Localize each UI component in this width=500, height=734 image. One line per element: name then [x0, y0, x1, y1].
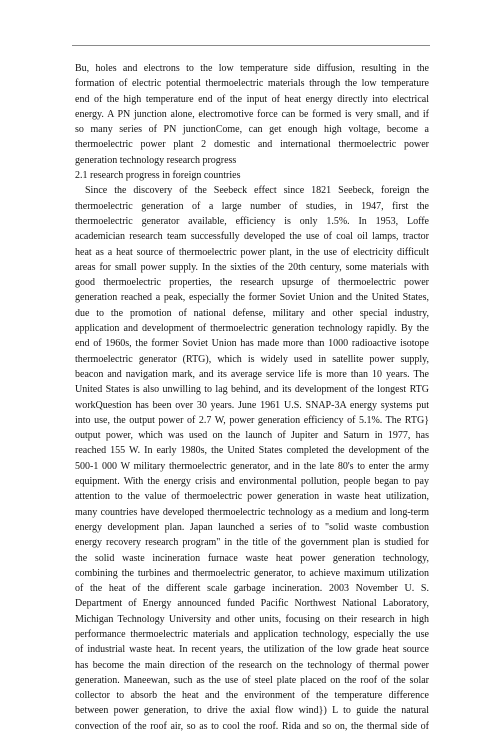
text-line: thermoelectric power plant 2 domestic and international thermoelectric power — [75, 139, 429, 151]
text-line: end of 1960s, the former Soviet Union has made more than 1000 radioactive isotope — [75, 338, 429, 350]
text-line: 500-1 000 W military thermoelectric generator, and in the late 80's to enter the army — [75, 460, 429, 472]
text-line: of industrial waste heat. In recent years, the utilization of the low grade heat source — [75, 644, 429, 656]
text-line: between power generation, to drive the axial flow wind}) L to guide the natural — [75, 705, 429, 717]
text-line: formation of electric potential thermoelectric materials through the low temperature — [75, 78, 429, 90]
text-line: many countries have developed thermoelectric technology as a medium and long-term — [75, 506, 429, 518]
text-line: so many series of PN junctionCome, can get enough high voltage, become a — [75, 124, 429, 136]
text-line: collector to absorb the heat and the environment of the temperature difference — [75, 690, 429, 702]
text-line: generation. Maneewan, such as the use of steel plate placed on the roof of the solar — [75, 674, 429, 686]
text-line: Bu, holes and electrons to the low temperature side diffusion, resulting in the — [75, 63, 429, 74]
text-line: combining the turbines and thermoelectric generator, to achieve maximum utilization — [75, 567, 429, 579]
text-line: of the heat of the different scale garbage incineration. 2003 November U. S. — [75, 583, 429, 595]
text-line: Since the discovery of the Seebeck effect since 1821 Seebeck, foreign the — [85, 185, 429, 197]
text-line: Department of Energy announced funded Pacific Northwest National Laboratory, — [75, 598, 429, 610]
text-line: energy development plan. Japan launched a series of to "solid waste combustion — [75, 521, 429, 533]
text-line: convection of the roof air, so as to cool the roof. Rida and so on, the thermal side of — [75, 720, 429, 732]
text-line: application and development of thermoelectric generation technology rapidly. By the — [75, 323, 429, 335]
text-line: has become the main direction of the research on the technology of thermal power — [75, 659, 429, 671]
text-line: the solid waste incineration furnace waste heat power generation technology, — [75, 552, 429, 564]
text-line: output power, which was used on the launch of Jupiter and Saturn in 1977, has — [75, 430, 429, 442]
text-line: generation technology research progress — [75, 154, 237, 166]
text-line: United States is also unwilling to lag behind, and its development of the longest RTG — [75, 384, 429, 396]
section-heading: 2.1 research progress in foreign countries — [75, 170, 241, 182]
text-line: into use, the output power of 2.7 W, power generation efficiency of 5.1%. The RTG} — [75, 414, 429, 426]
text-line: thermoelectric generation of a large number of studies, in 1947, first the — [75, 200, 429, 212]
text-line: energy. A PN junction alone, electromotive force can be formed is very small, and if — [75, 108, 429, 120]
text-line: equipment. With the energy crisis and environmental pollution, people began to pay — [75, 476, 429, 488]
text-line: end of the high temperature end of the input of heat energy directly into electrical — [75, 93, 429, 105]
body-text — [75, 61, 429, 734]
text-line: due to the promotion of national defense, military and other special industry, — [75, 307, 429, 319]
text-line: reached 155 W. In early 1980s, the United States completed the development of the — [75, 445, 429, 457]
text-line: heat as a heat source of thermoelectric power plant, in the use of electricity difficult — [75, 246, 429, 258]
text-line: generation reached a peak, especially the former Soviet Union and the United States, — [75, 292, 429, 304]
text-line: energy recovery research program" in the title of the government plan is studied for — [75, 537, 429, 549]
text-line: thermoelectric generator available, efficiency is only 1.5%. In 1953, Loffe — [75, 215, 429, 227]
text-line: areas for small power supply. In the sixties of the 20th century, some materials with — [75, 261, 429, 273]
text-line: beacon and navigation mark, and its average service life is more than 10 years. The — [75, 368, 429, 380]
text-line: performance thermoelectric materials and application technology, especially the use — [75, 628, 429, 640]
text-line: thermoelectric generator (RTG), which is widely used in satellite power supply, — [75, 353, 429, 365]
header-rule — [72, 45, 430, 46]
text-line: attention to the value of thermoelectric power generation in waste heat utilization, — [75, 491, 429, 503]
text-line: academician research team successfully developed the use of coal oil lamps, tractor — [75, 231, 429, 243]
text-line: workQuestion has been over 30 years. June 1961 U.S. SNAP-3A energy systems put — [75, 399, 429, 411]
text-line: Michigan Technology University and other units, focusing on their research in high — [75, 613, 429, 625]
text-line: good thermoelectric properties, the research upsurge of thermoelectric power — [75, 277, 429, 289]
